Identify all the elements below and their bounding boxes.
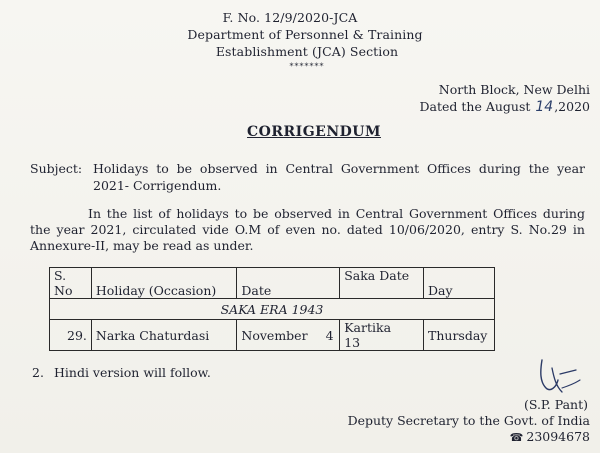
cell-saka-date — [340, 320, 424, 351]
dated-line — [370, 99, 590, 115]
cell-date — [237, 320, 340, 351]
table-row — [50, 320, 495, 351]
telephone-icon: ☎ — [509, 431, 524, 444]
file-number: F. No. 12/9/2020-JCA — [222, 10, 358, 25]
header-date: Date — [237, 268, 340, 299]
era-label: SAKA ERA 1943 — [50, 299, 495, 320]
cell-saka-day: 13 — [344, 335, 361, 350]
handwritten-day: 14 — [535, 99, 554, 115]
place-location: North Block, New Delhi — [438, 82, 590, 97]
dated-prefix: Dated the August — [419, 99, 531, 114]
subject-label: Subject: — [30, 161, 83, 176]
signatory-designation: Deputy Secretary to the Govt. of India — [347, 413, 590, 428]
dated-year: ,2020 — [554, 99, 590, 114]
era-row — [50, 299, 495, 320]
cell-date-day: 4 — [325, 327, 334, 343]
phone-number: 23094678 — [526, 429, 590, 444]
section-name: Establishment (JCA) Section — [215, 44, 399, 59]
signatory-name: (S.P. Pant) — [523, 397, 588, 412]
header-holiday: Holiday (Occasion) — [91, 268, 237, 299]
header-day: Day — [424, 268, 495, 299]
body-paragraph: In the list of holidays to be observed in Central Government Offices during the year 2021, circulated vide O.M of even no. dated 10/06/2020, entry S. No.29 in Annexure-II, may be read as under. — [30, 206, 585, 253]
document-title — [0, 124, 600, 140]
note-text: Hindi version will follow. — [54, 365, 211, 380]
holiday-table — [49, 267, 495, 351]
cell-saka-month: Kartika — [344, 320, 392, 335]
title-text: CORRIGENDUM — [247, 124, 381, 140]
cell-day: Thursday — [424, 320, 495, 351]
cell-holiday: Narka Chaturdasi — [91, 320, 237, 351]
department-name: Department of Personnel & Training — [187, 27, 423, 42]
note-number: 2. — [32, 365, 44, 380]
cell-date-month: November — [241, 327, 308, 343]
subject-text: Holidays to be observed in Central Government Offices during the year 2021- Corrigendum. — [93, 161, 585, 193]
table-header-row — [50, 268, 495, 299]
header-stars: ******* — [289, 62, 325, 71]
note-line — [32, 365, 211, 380]
signatory-phone — [510, 429, 590, 444]
header-sno: S. No — [50, 268, 92, 299]
header-saka-date: Saka Date — [340, 268, 424, 299]
signature-mark — [532, 358, 582, 398]
cell-sno: 29. — [50, 320, 92, 351]
